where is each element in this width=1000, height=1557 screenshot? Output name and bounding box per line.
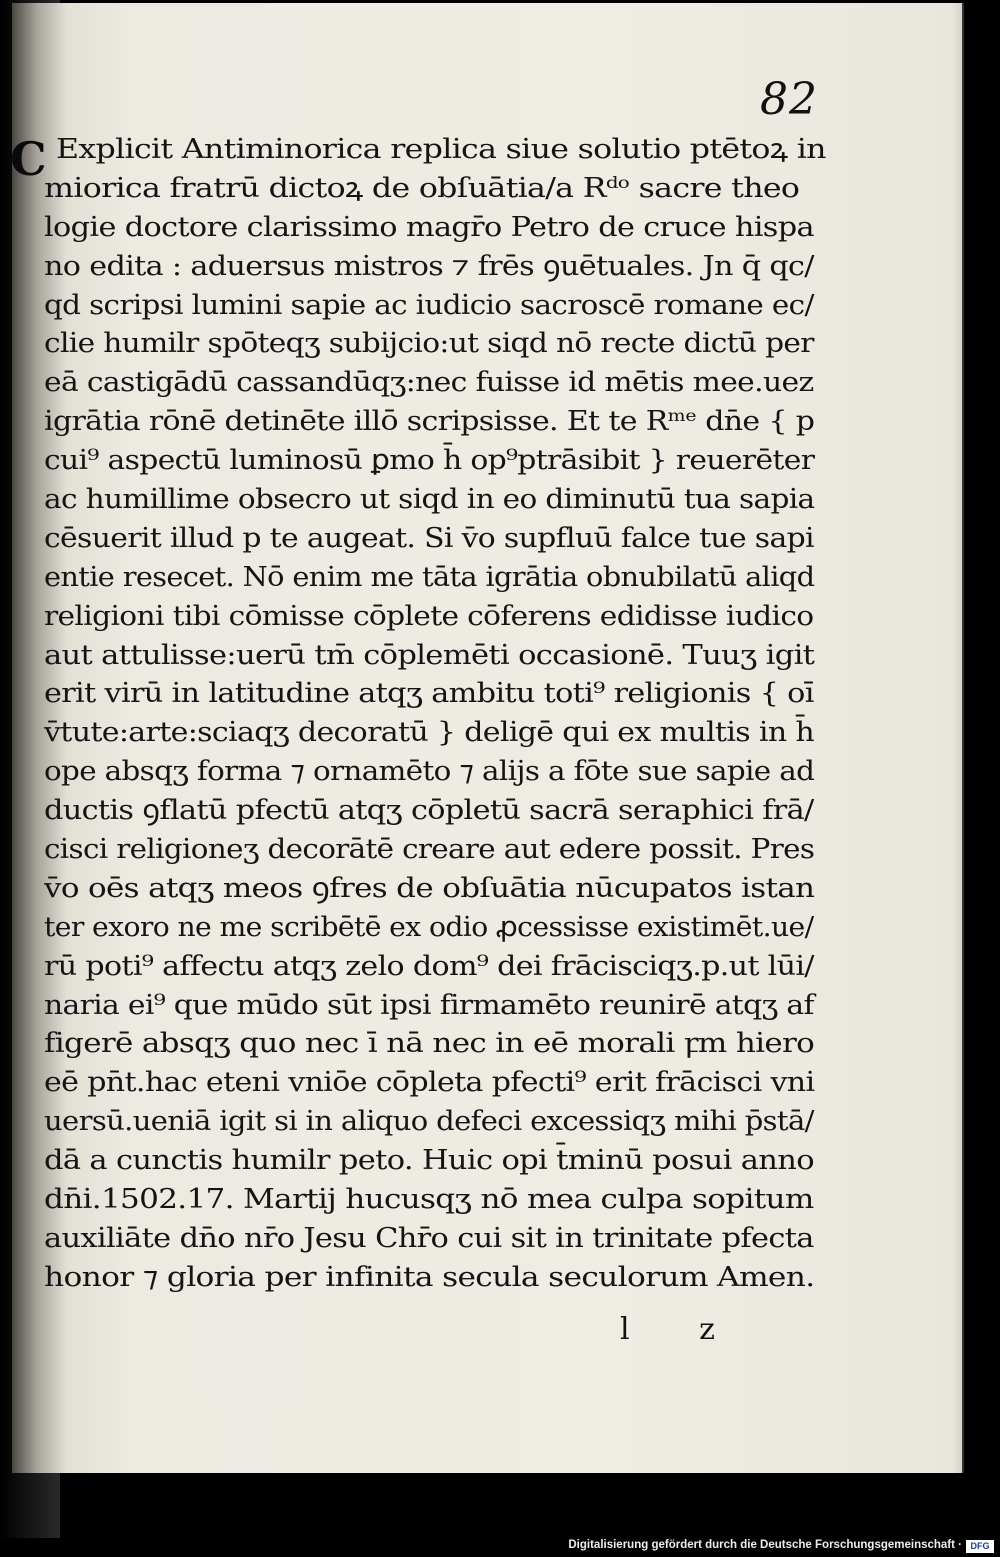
text-line: logie doctore clarissimo magr̄o Petro de cruce hispa — [44, 210, 814, 243]
signature-mark: l z — [620, 1312, 715, 1347]
text-line: v̄tute:arte:sciaqʒ decoratū } deligē qui ex multis in h̄ — [44, 716, 815, 749]
initial-capital: C — [10, 132, 47, 186]
text-line: Explicit Antiminorica replica siue solutio ptētoꝝ in — [56, 133, 826, 165]
text-line: honor ⁊ gloria per infinita secula seculorum Amen. — [44, 1260, 815, 1293]
dfg-logo-icon: DFG — [966, 1540, 994, 1553]
text-line: entie resecet. Nō enim me tāta igrātia obnubilatū aliqd — [44, 560, 815, 593]
page-number: 82 — [760, 74, 818, 125]
text-line: auxiliāte dn̄o nr̄o Jesu Chr̄o cui sit in trinitate pfecta — [44, 1221, 814, 1254]
text-line: eē pn̄t.hac eteni vniōe cōpleta pfecti⁹ erit frācisci vni — [44, 1066, 815, 1099]
text-line: cisci religioneʒ decorātē creare aut edere possit. Pres — [44, 833, 815, 866]
text-line: qd scripsi lumini sapie ac iudicio sacroscē romane ec/ — [44, 288, 814, 321]
text-line: aut attulisse:uerū tm̄ cōplemēti occasionē. Tuuʒ igit — [44, 638, 815, 671]
text-line: naria ei⁹ que mūdo sūt ipsi firmamēto reunirē atqʒ af — [44, 988, 814, 1021]
text-line: ter exoro ne me scribētē ex odio ꝓcessisse existimēt.ue/ — [44, 910, 814, 943]
text-line: eā castigādū cassandūqʒ:nec fuisse id mētis mee.uez — [44, 366, 814, 399]
text-line: erit virū in latitudine atqʒ ambitu toti⁹ religionis { oī — [44, 677, 814, 710]
text-line: rū poti⁹ affectu atqʒ zelo dom⁹ dei frācisciqʒ.p.ut lūi/ — [44, 949, 814, 982]
text-line: igrātia rōnē detinēte illō scripsisse. Et te Rᵐᵉ dn̄e { p — [44, 405, 815, 438]
text-line: ac humillime obsecro ut siqd in eo diminutū tua sapia — [44, 483, 815, 516]
text-line: no edita : aduersus mistros ⁊ frēs ꝯuētuales. Jn q̄ qc/ — [44, 249, 814, 282]
text-line: ope absqʒ forma ⁊ ornamēto ⁊ alijs a fōte sue sapie ad — [44, 755, 815, 788]
text-line: uersū.ueniā igit si in aliquo defeci excessiqʒ mihi p̄stā/ — [44, 1105, 814, 1138]
text-line: figerē absqʒ quo nec ī nā nec in eē morali ꝼm hiero — [44, 1027, 815, 1060]
text-line: dn̄i.1502.17. Martij hucusqʒ nō mea culpa sopitum — [44, 1183, 814, 1216]
text-line: cui⁹ aspectū luminosū ꝑmo h̄ op⁹ptrāsibit } reuerēter — [44, 444, 815, 477]
text-line: cēsuerit illud p te augeat. Si v̄o supfluū falce tue sapi — [44, 521, 814, 554]
text-line: v̄o oēs atqʒ meos ꝯfres de obſuātia nūcupatos istan — [44, 871, 815, 904]
text-line: dā a cunctis humilr peto. Huic opi t̄minū posui anno — [44, 1144, 814, 1177]
text-line: clie humilr spōteqʒ subijcio:ut siqd nō recte dictū per — [44, 327, 814, 360]
text-line: religioni tibi cōmisse cōplete cōferens edidisse iudico — [44, 599, 814, 632]
text-line: ductis ꝯflatū pfectū atqʒ cōpletū sacrā seraphici frā/ — [44, 794, 814, 827]
text-block — [44, 130, 826, 1297]
digitization-credit: Digitalisierung gefördert durch die Deutsche Forschungsgemeinschaft · — [568, 1539, 962, 1551]
text-line: miorica fratrū dictoꝝ de obſuātia/a Rᵈᵒ sacre theo — [44, 171, 800, 204]
